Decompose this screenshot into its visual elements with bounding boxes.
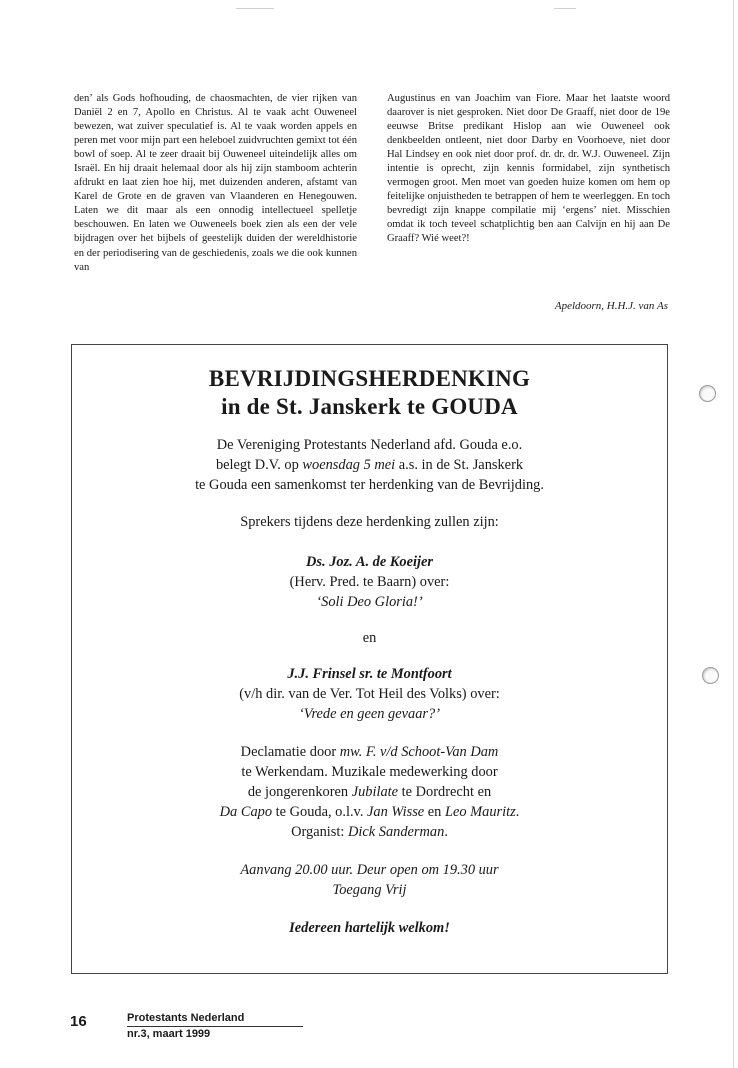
welcome-text: Iedereen hartelijk welkom! <box>289 920 450 936</box>
article-right-column: Augustinus en van Joachim van Fiore. Maar het laatste woord daarover is niet gesproken. Niet door De Graaff, niet door de 19e eeuwse Britse predikant Hislop aan wie Ouweneel ook denkbeelden ontleent, niet door Darby en Voorhoeve, niet door Hal Lindsey en ook niet door prof. dr. dr. dr. W.J. Ouweneel. Zijn intentie is oprecht, zijn kennis formidabel, zijn synthetisch vermogen groot. Men moet van goeden huize komen om hem op feitelijke onjuistheden te betrappen of hem te weerleggen. En toch bevredigt zijn knappe compilatie mij ‘ergens’ niet. Misschien omdat ik toch teveel schatplichtig ben aan Calvijn en hij aan De Graaff? Wié weet?! <box>387 93 670 245</box>
program-text: Organist: <box>291 824 348 840</box>
intro-text: a.s. in de St. Janskerk <box>395 457 524 473</box>
program-line <box>72 822 667 842</box>
program-text: en <box>424 804 445 820</box>
notice-title <box>72 365 667 421</box>
speakers-intro: Sprekers tijdens deze herdenking zullen zijn: <box>240 514 499 530</box>
notice-title-line1: BEVRIJDINGSHERDENKING <box>208 366 531 391</box>
speaker-1 <box>72 552 667 612</box>
program-text: . <box>444 824 448 840</box>
choir-name: Jubilate <box>351 784 399 800</box>
speaker-2-topic: ‘Vrede en geen gevaar?’ <box>298 706 441 722</box>
notice-intro <box>72 435 667 495</box>
program-text: te Dordrecht en <box>398 784 492 800</box>
program-text: te Gouda, o.l.v. <box>272 804 368 820</box>
event-date: woensdag 5 mei <box>302 457 396 473</box>
speaker-2-role: (v/h dir. van de Ver. Tot Heil des Volks) over: <box>239 686 500 702</box>
speaker-1-name: Ds. Joz. A. de Koeijer <box>306 554 433 570</box>
program-line <box>72 742 667 762</box>
program-line <box>72 782 667 802</box>
punch-hole-icon <box>699 385 716 402</box>
intro-line: te Gouda een samenkomst ter herdenking van de Bevrijding. <box>195 477 544 493</box>
article-signature: Apeldoorn, H.H.J. van As <box>554 300 668 312</box>
event-times <box>72 860 667 900</box>
entry-info: Toegang Vrij <box>332 882 407 898</box>
program-line: te Werkendam. Muzikale medewerking door <box>241 764 498 780</box>
event-notice-box <box>71 344 668 974</box>
speaker-2-name: J.J. Frinsel sr. te Montfoort <box>287 666 452 682</box>
declamation-name: mw. F. v/d Schoot-Van Dam <box>339 744 499 760</box>
scan-mark <box>236 8 274 9</box>
program-text: . <box>515 804 520 820</box>
publication-name: Protestants Nederland <box>127 1011 303 1027</box>
speaker-1-topic: ‘Soli Deo Gloria!’ <box>316 594 423 610</box>
start-time: Aanvang 20.00 uur. Deur open om 19.30 uur <box>240 862 499 878</box>
organist-name: Dick Sanderman <box>347 824 445 840</box>
conductor-name: Jan Wisse <box>367 804 425 820</box>
speaker-1-role: (Herv. Pred. te Baarn) over: <box>289 574 450 590</box>
and-separator: en <box>362 630 377 646</box>
program-text: de jongerenkoren <box>247 784 352 800</box>
program-line <box>72 802 667 822</box>
intro-line: De Vereniging Protestants Nederland afd. Gouda e.o. <box>216 437 523 453</box>
publication-info <box>127 1011 303 1041</box>
intro-line <box>72 455 667 475</box>
intro-text: belegt D.V. op <box>215 457 303 473</box>
article-left-column: den’ als Gods hofhouding, de chaosmachten, de vier rijken van Daniël 2 en 7, Apollo en Christus. Al te vaak acht Ouweneel bewezen, wat zuiver speculatief is. Al te vaak worden appels en peren met voor mijn part een heleboel zuidvruchten gemixt tot één bowl of soep. Al te zeer draait bij Ouweneel uiteindelijk alles om Israël. En hij draait helemaal door als hij zijn stamboom achterin afdrukt en laat zien hoe hij, met duizenden anderen, afstamt van Karel de Grote en de graven van Vlaanderen en Henegouwen. Laten we dit maar als een onnodig intellectueel spelletje beschouwen. En laten we Ouweneels boek zien als een der vele bijdragen over het bijbels of geestelijk duiden der wereldhistorie en der periodisering van de geschiedenis, zoals we die ook kunnen van <box>74 93 357 273</box>
program-details <box>72 742 667 842</box>
punch-hole-icon <box>702 667 719 684</box>
page-number: 16 <box>70 1013 87 1030</box>
notice-title-line2: in de St. Janskerk te GOUDA <box>221 394 518 419</box>
choir-name: Da Capo <box>219 804 273 820</box>
speaker-2 <box>72 664 667 724</box>
issue-info: nr.3, maart 1999 <box>127 1028 211 1040</box>
page-edge <box>733 0 734 1068</box>
scan-mark <box>554 8 576 9</box>
conductor-name: Leo Mauritz <box>444 804 516 820</box>
program-text: Declamatie door <box>240 744 340 760</box>
